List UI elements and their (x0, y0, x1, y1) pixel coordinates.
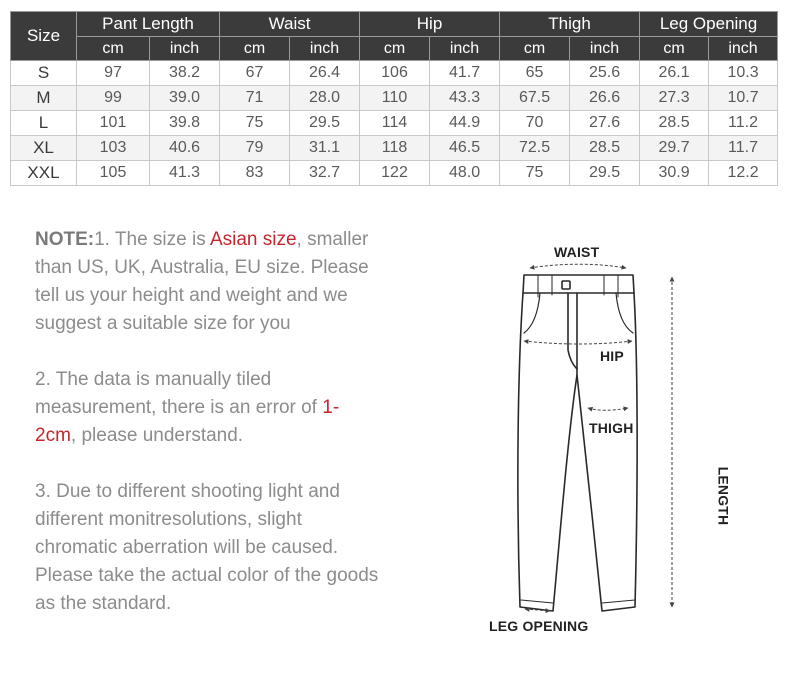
measurement-cell: 28.0 (290, 86, 360, 111)
note-2 (35, 366, 380, 450)
unit-header: cm (500, 37, 570, 61)
measurement-cell: 44.9 (430, 111, 500, 136)
measurement-cell: 29.7 (640, 136, 709, 161)
note-2-text-a: 2. The data is manually tiled measurement, there is an error of (35, 369, 323, 418)
measurement-cell: 110 (360, 86, 430, 111)
unit-header: cm (640, 37, 709, 61)
note-2-highlight: 1-2cm (35, 397, 340, 446)
table-row (11, 86, 778, 111)
measurement-cell: 26.4 (290, 61, 360, 86)
measurement-cell: 10.3 (709, 61, 778, 86)
measurement-cell: 105 (77, 161, 150, 186)
measurement-cell: 99 (77, 86, 150, 111)
unit-header: inch (570, 37, 640, 61)
measurement-cell: 27.3 (640, 86, 709, 111)
unit-header: inch (709, 37, 778, 61)
unit-header: inch (430, 37, 500, 61)
measurement-cell: 38.2 (150, 61, 220, 86)
hip-label: HIP (600, 348, 624, 364)
note-1-highlight: Asian size (209, 229, 297, 250)
measurement-cell: 11.7 (709, 136, 778, 161)
measurement-cell: 72.5 (500, 136, 570, 161)
unit-header: inch (290, 37, 360, 61)
measurement-cell: 26.6 (570, 86, 640, 111)
measurement-cell: 41.3 (150, 161, 220, 186)
table-row (11, 61, 778, 86)
measurement-cell: 106 (360, 61, 430, 86)
note-2-text-b: , please understand. (70, 425, 244, 446)
measurement-cell: 39.8 (150, 111, 220, 136)
unit-header: inch (150, 37, 220, 61)
header-hip: Hip (360, 12, 500, 37)
size-cell: L (11, 111, 77, 136)
thigh-label: THIGH (589, 420, 634, 436)
measurement-cell: 114 (360, 111, 430, 136)
unit-header: cm (360, 37, 430, 61)
size-notes (35, 226, 380, 618)
size-cell: XXL (11, 161, 77, 186)
measurement-cell: 70 (500, 111, 570, 136)
measurement-cell: 28.5 (640, 111, 709, 136)
measurement-cell: 31.1 (290, 136, 360, 161)
header-pant-length: Pant Length (77, 12, 220, 37)
table-row (11, 136, 778, 161)
measurement-cell: 122 (360, 161, 430, 186)
measurement-cell: 25.6 (570, 61, 640, 86)
note-3: 3. Due to different shooting light and different monitresolutions, slight chromatic aberration will be caused. Please take the actual color of the goods as the standard. (35, 481, 379, 614)
measurement-cell: 28.5 (570, 136, 640, 161)
measurement-cell: 71 (220, 86, 290, 111)
measurement-cell: 75 (220, 111, 290, 136)
unit-header: cm (77, 37, 150, 61)
pants-measurement-diagram (480, 235, 780, 645)
note-1-text-b: , smaller than US, UK, Australia, EU size. Please tell us your height and weight and we suggest a suitable size for you (35, 229, 369, 334)
note-1-text-a: 1. The size is (94, 229, 210, 250)
size-cell: S (11, 61, 77, 86)
measurement-cell: 26.1 (640, 61, 709, 86)
size-table-body (11, 61, 778, 186)
size-column-header: Size (11, 12, 77, 61)
measurement-cell: 32.7 (290, 161, 360, 186)
measurement-cell: 41.7 (430, 61, 500, 86)
measurement-cell: 67 (220, 61, 290, 86)
measurement-cell: 97 (77, 61, 150, 86)
leg-opening-label: LEG OPENING (489, 618, 589, 634)
measurement-cell: 40.6 (150, 136, 220, 161)
header-leg-opening: Leg Opening (640, 12, 778, 37)
note-1 (35, 226, 380, 338)
table-unit-header-row (11, 37, 778, 61)
measurement-cell: 39.0 (150, 86, 220, 111)
measurement-cell: 67.5 (500, 86, 570, 111)
header-waist: Waist (220, 12, 360, 37)
measurement-cell: 118 (360, 136, 430, 161)
length-label: LENGTH (715, 466, 732, 526)
measurement-cell: 11.2 (709, 111, 778, 136)
measurement-cell: 10.7 (709, 86, 778, 111)
table-row (11, 161, 778, 186)
size-cell: XL (11, 136, 77, 161)
measurement-cell: 46.5 (430, 136, 500, 161)
measurement-cell: 65 (500, 61, 570, 86)
measurement-cell: 43.3 (430, 86, 500, 111)
size-cell: M (11, 86, 77, 111)
measurement-cell: 27.6 (570, 111, 640, 136)
waist-label: WAIST (554, 244, 600, 260)
measurement-cell: 29.5 (570, 161, 640, 186)
measurement-cell: 75 (500, 161, 570, 186)
header-thigh: Thigh (500, 12, 640, 37)
measurement-cell: 12.2 (709, 161, 778, 186)
pants-outline-illustration (480, 235, 780, 645)
measurement-cell: 103 (77, 136, 150, 161)
table-group-header-row (11, 12, 778, 37)
size-chart-table (10, 11, 778, 186)
measurement-cell: 79 (220, 136, 290, 161)
measurement-cell: 83 (220, 161, 290, 186)
measurement-cell: 29.5 (290, 111, 360, 136)
note-heading: NOTE: (35, 229, 95, 250)
unit-header: cm (220, 37, 290, 61)
measurement-cell: 48.0 (430, 161, 500, 186)
table-row (11, 111, 778, 136)
measurement-cell: 101 (77, 111, 150, 136)
measurement-cell: 30.9 (640, 161, 709, 186)
